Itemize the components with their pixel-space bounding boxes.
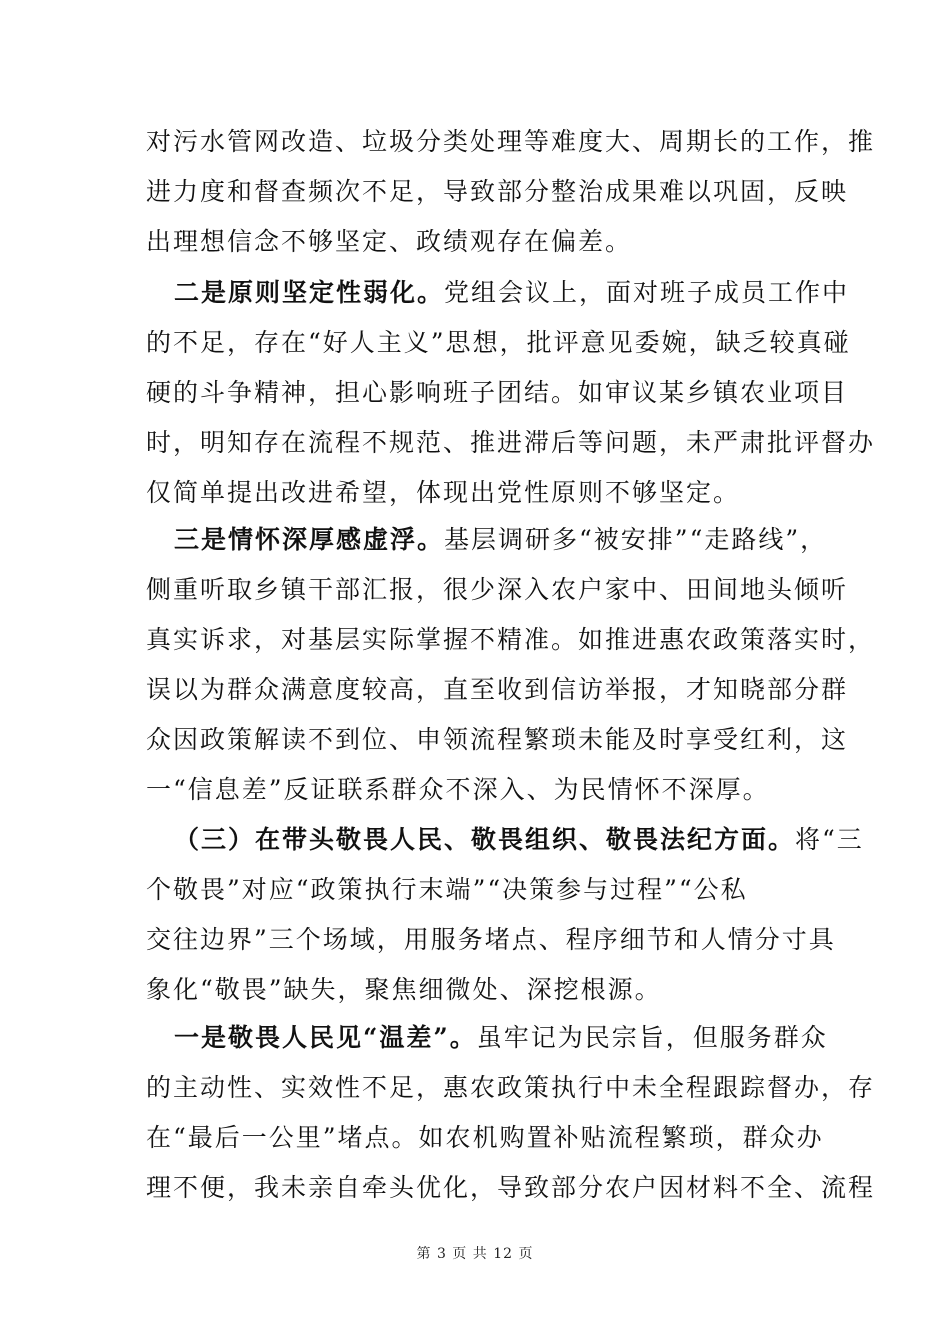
text-line: 时，明知存在流程不规范、推进滞后等问题，未严肃批评督办 xyxy=(146,428,876,457)
text-line: 理不便，我未亲自牵头优化，导致部分农户因材料不全、流程 xyxy=(146,1173,876,1202)
page-number-footer: 第 3 页 共 12 页 xyxy=(416,1246,534,1262)
text-line: 个敬畏”对应“政策执行末端”“决策参与过程”“公私 xyxy=(146,875,748,904)
text-line: 真实诉求，对基层实际掌握不精准。如推进惠农政策落实时， xyxy=(146,625,876,654)
text-line: 出理想信念不够坚定、政绩观存在偏差。 xyxy=(146,227,633,256)
paragraph-text: 党组会议上，面对班子成员工作中 xyxy=(444,278,850,307)
text-line: 象化“敬畏”缺失，聚焦细微处、深挖根源。 xyxy=(146,975,662,1004)
paragraph-continuation xyxy=(146,117,876,267)
text-line: 进力度和督查频次不足，导致部分整治成果难以巩固，反映 xyxy=(146,177,849,206)
paragraph-heading: 二是原则坚定性弱化。 xyxy=(174,278,445,307)
text-line xyxy=(146,268,850,318)
text-line: 对污水管网改造、垃圾分类处理等难度大、周期长的工作，推 xyxy=(146,127,876,156)
paragraph-principle-weakening xyxy=(146,268,876,518)
paragraph-reverence-people xyxy=(146,1013,876,1213)
text-line xyxy=(146,1013,828,1063)
paragraph-heading: 三是情怀深厚感虚浮。 xyxy=(174,525,445,554)
paragraph-sentiment-hollow xyxy=(146,515,876,815)
paragraph-heading: 一是敬畏人民见“温差”。 xyxy=(174,1023,477,1052)
section-heading: （三）在带头敬畏人民、敬畏组织、敬畏法纪方面。 xyxy=(174,825,796,854)
text-line: 仅简单提出改进希望，体现出党性原则不够坚定。 xyxy=(146,478,741,507)
text-line: 众因政策解读不到位、申领流程繁琐未能及时享受红利，这 xyxy=(146,725,849,754)
paragraph-section-three-reverence xyxy=(146,815,864,1015)
text-line: 交往边界”三个场域，用服务堵点、程序细节和人情分寸具 xyxy=(146,925,836,954)
paragraph-text: 基层调研多“被安排”“走路线”， xyxy=(444,525,828,554)
text-line: 一“信息差”反证联系群众不深入、为民情怀不深厚。 xyxy=(146,775,770,804)
text-line: 硬的斗争精神，担心影响班子团结。如审议某乡镇农业项目 xyxy=(146,378,849,407)
text-line: 侧重听取乡镇干部汇报，很少深入农户家中、田间地头倾听 xyxy=(146,575,849,604)
text-line: 在“最后一公里”堵点。如农机购置补贴流程繁琐，群众办 xyxy=(146,1123,824,1152)
text-line: 误以为群众满意度较高，直至收到信访举报，才知晓部分群 xyxy=(146,675,849,704)
text-line xyxy=(146,815,864,865)
paragraph-text: 虽牢记为民宗旨，但服务群众 xyxy=(476,1023,828,1052)
text-line: 的不足，存在“好人主义”思想，批评意见委婉，缺乏较真碰 xyxy=(146,328,851,357)
paragraph-text: 将“三 xyxy=(795,825,864,854)
text-line: 的主动性、实效性不足，惠农政策执行中未全程跟踪督办，存 xyxy=(146,1073,876,1102)
text-line xyxy=(146,515,828,565)
